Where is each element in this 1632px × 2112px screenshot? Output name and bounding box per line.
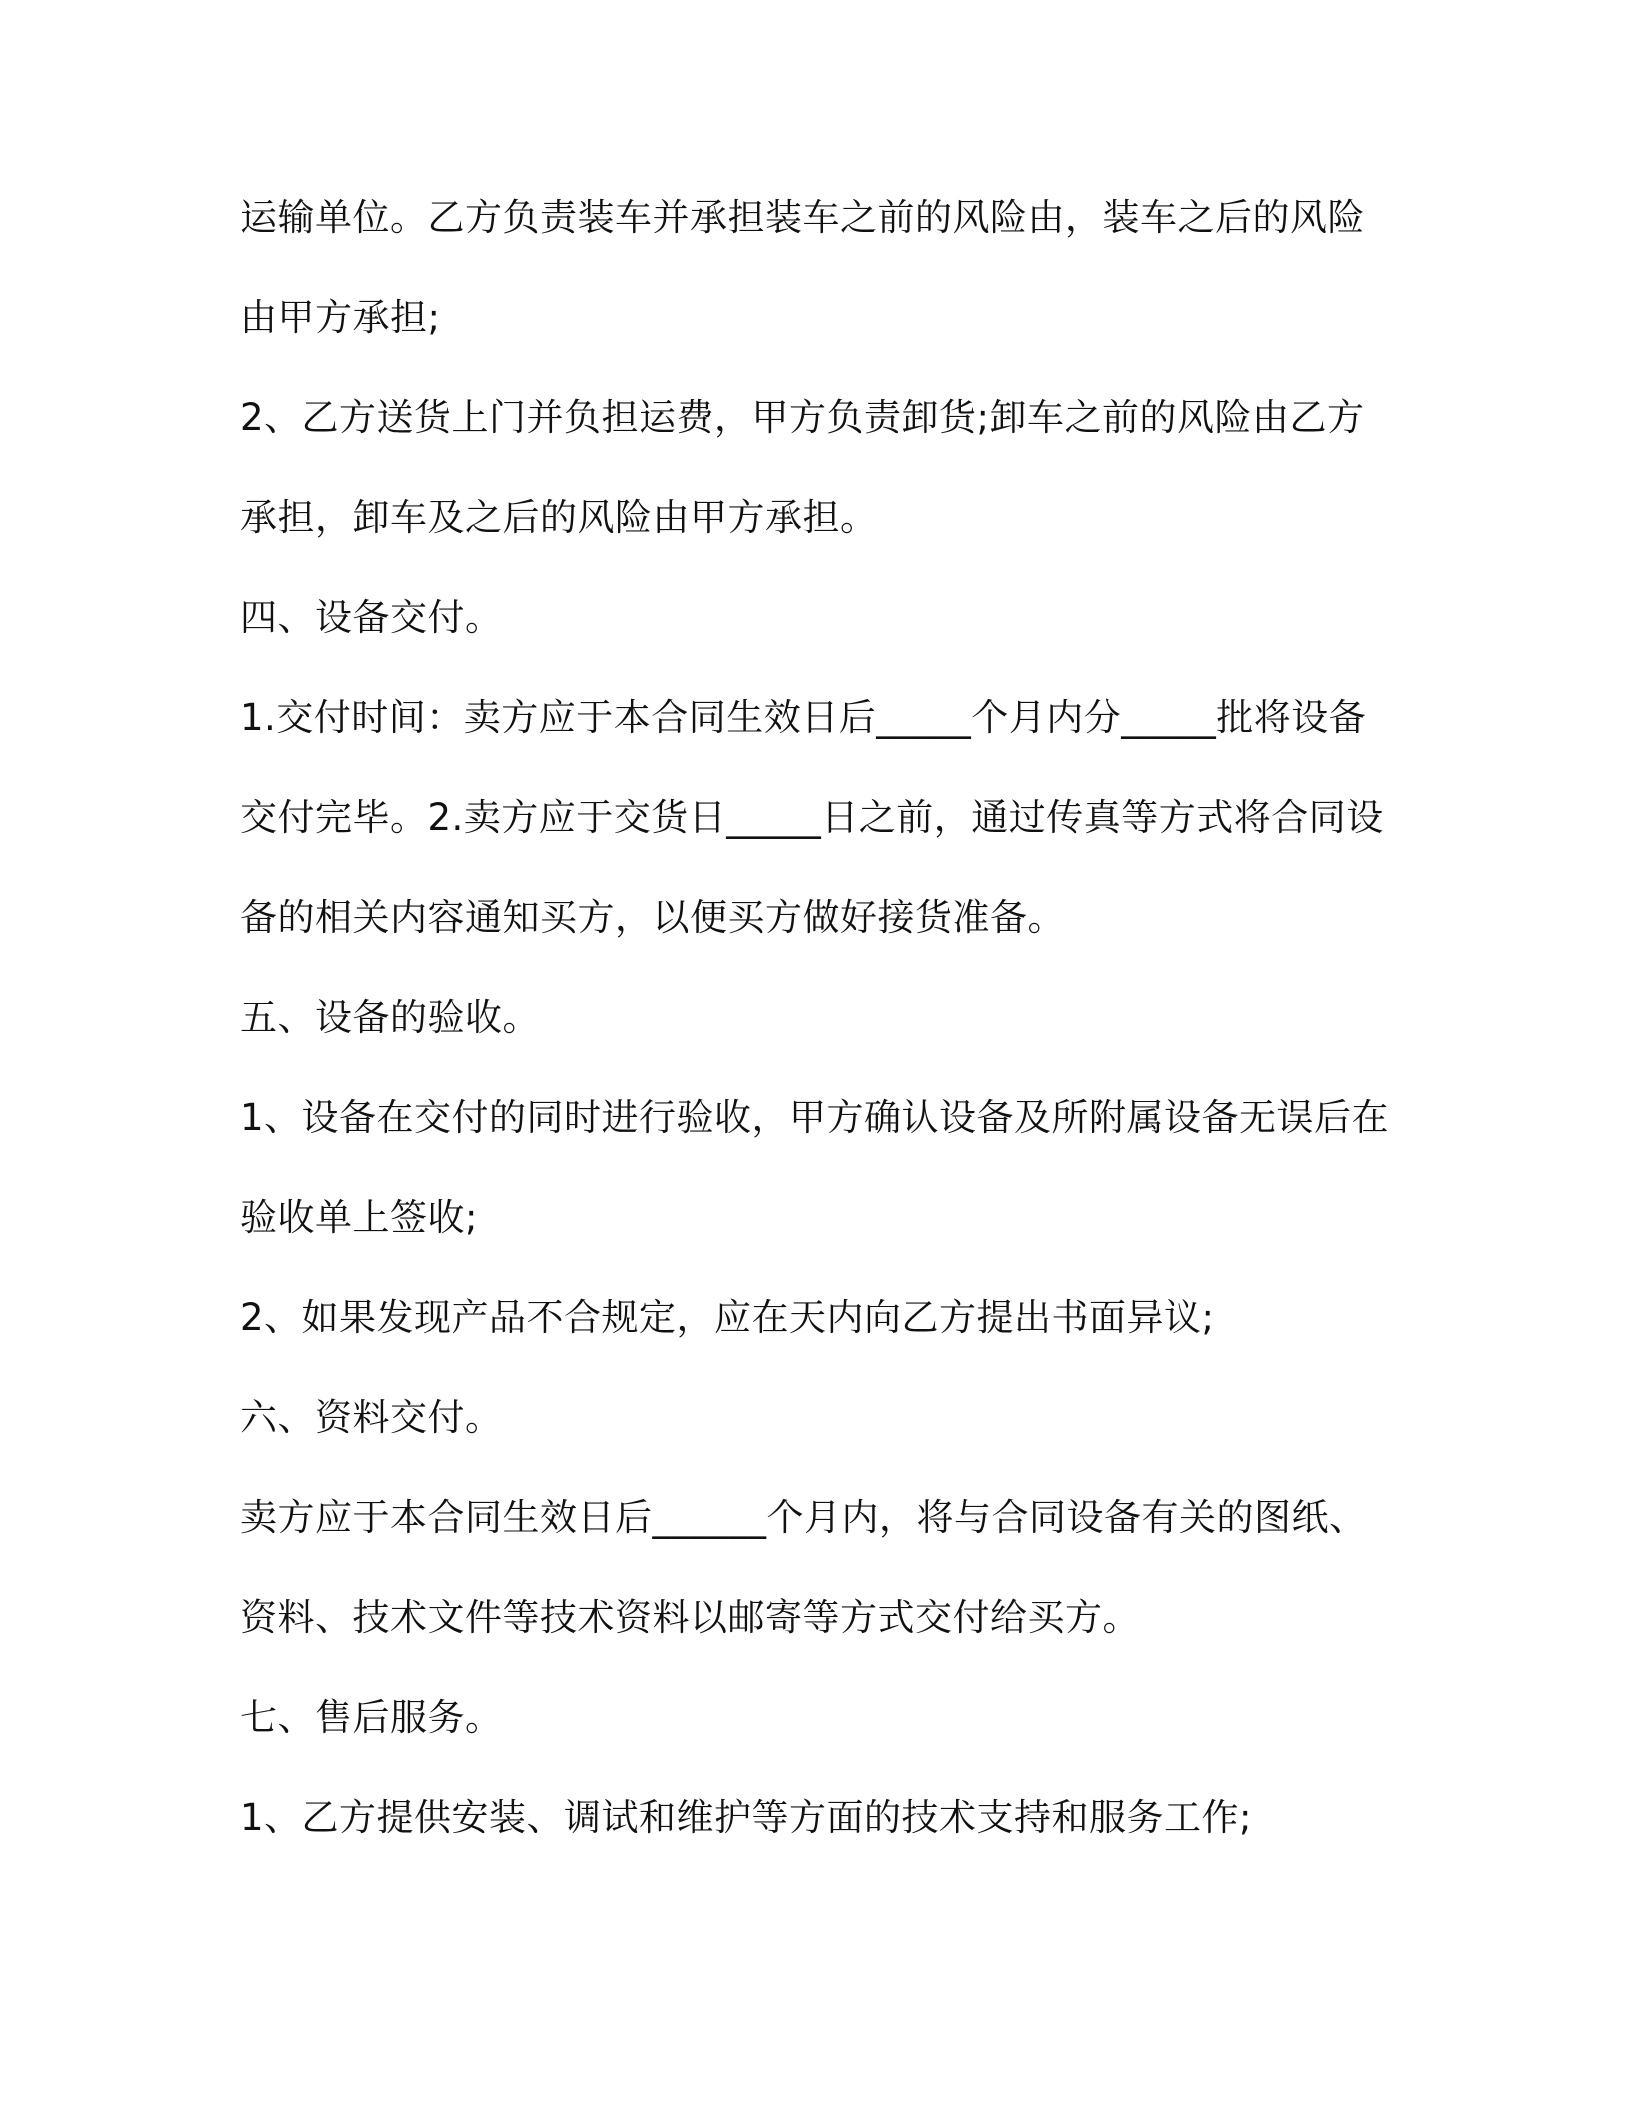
text-line-7: 交付完毕。2.卖方应于交货日_____日之前，通过传真等方式将合同设 [240, 796, 1384, 839]
text-line-17: 1、乙方提供安装、调试和维护等方面的技术支持和服务工作; [240, 1796, 1253, 1839]
text-line-15: 资料、技术文件等技术资料以邮寄等方式交付给买方。 [240, 1596, 1140, 1639]
text-line-3: 2、乙方送货上门并负担运费，甲方负责卸货;卸车之前的风险由乙方 [240, 396, 1365, 439]
section-heading-7: 七、售后服务。 [240, 1696, 503, 1739]
text-line-2: 由甲方承担; [240, 296, 441, 339]
text-line-11: 验收单上签收; [240, 1196, 478, 1239]
text-line-12: 2、如果发现产品不合规定，应在天内向乙方提出书面异议; [240, 1296, 1215, 1339]
text-line-8: 备的相关内容通知买方，以便买方做好接货准备。 [240, 896, 1065, 939]
text-line-4: 承担，卸车及之后的风险由甲方承担。 [240, 496, 878, 539]
text-line-1: 运输单位。乙方负责装车并承担装车之前的风险由，装车之后的风险 [240, 196, 1365, 239]
text-line-14: 卖方应于本合同生效日后______个月内，将与合同设备有关的图纸、 [240, 1496, 1367, 1539]
section-heading-6: 六、资料交付。 [240, 1396, 503, 1439]
text-line-6: 1.交付时间：卖方应于本合同生效日后_____个月内分_____批将设备 [240, 696, 1367, 739]
section-heading-5: 五、设备的验收。 [240, 996, 540, 1039]
section-heading-4: 四、设备交付。 [240, 596, 503, 639]
text-line-10: 1、设备在交付的同时进行验收，甲方确认设备及所附属设备无误后在 [240, 1096, 1390, 1139]
